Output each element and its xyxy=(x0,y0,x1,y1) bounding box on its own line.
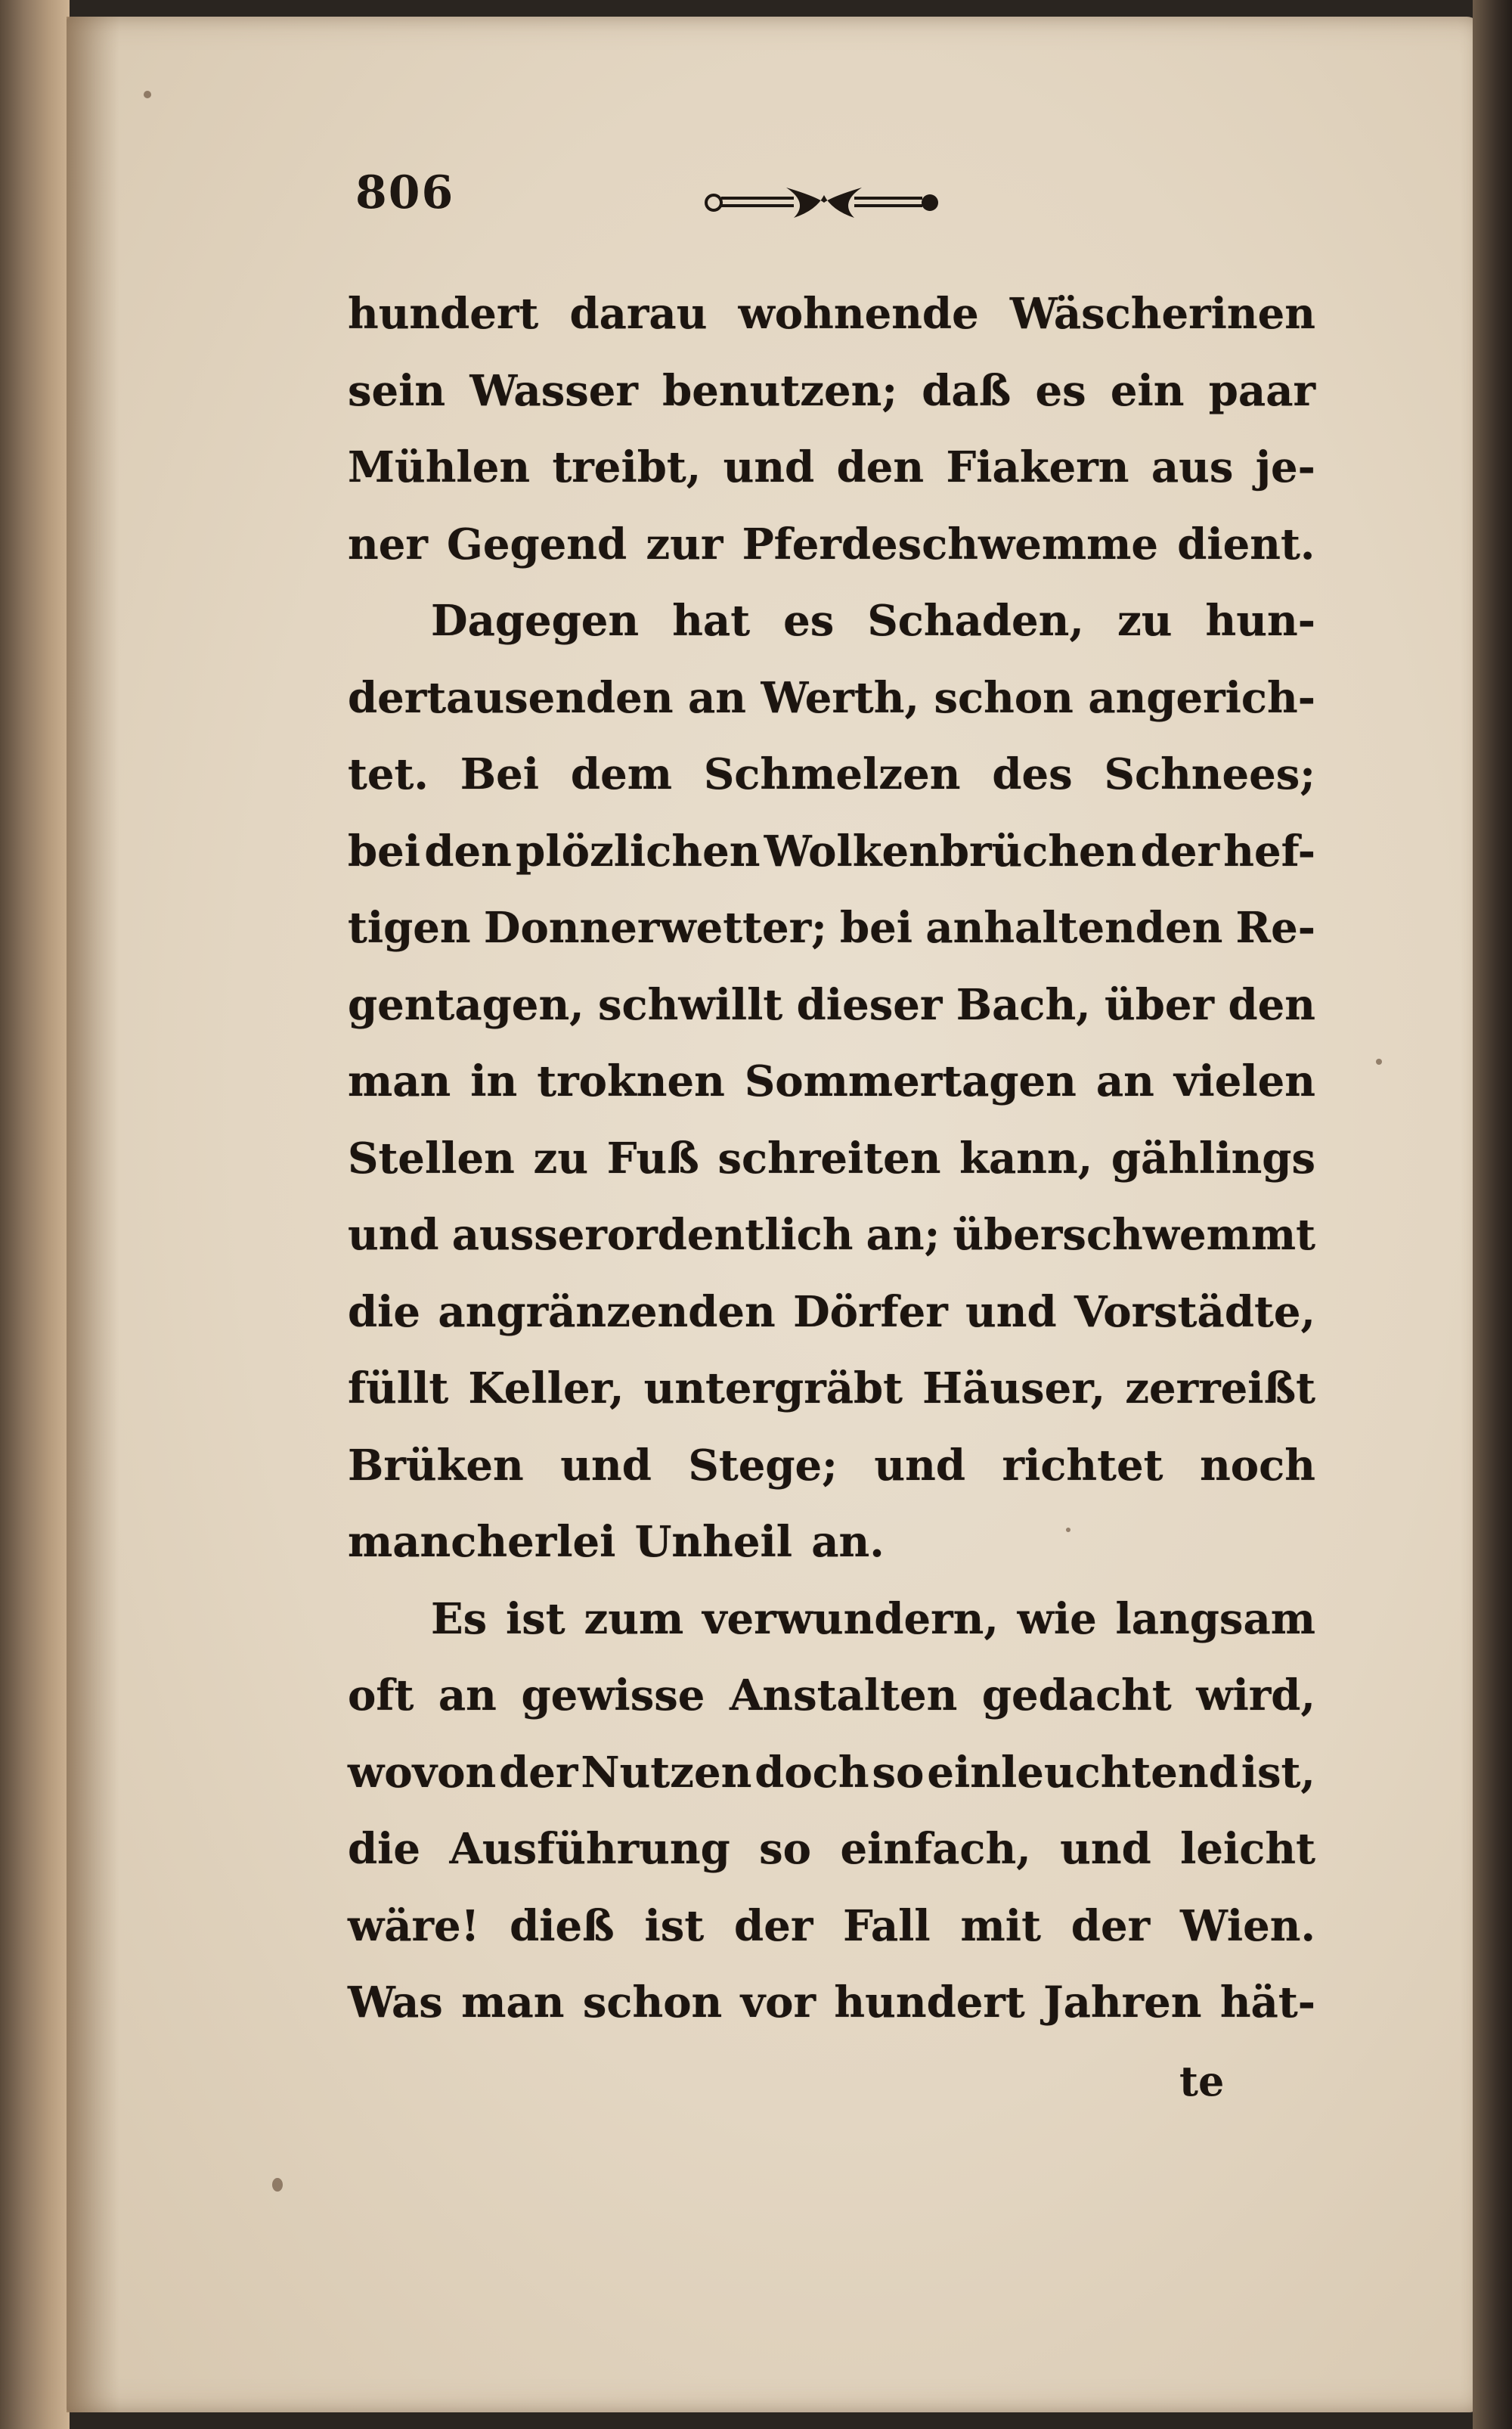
word: Sommertagen xyxy=(744,1056,1077,1106)
word: an xyxy=(438,1671,497,1720)
catchword: te xyxy=(1179,2057,1225,2105)
page-gutter-shadow xyxy=(67,17,119,2412)
text-line xyxy=(348,660,1315,737)
word: mancherlei xyxy=(348,1517,616,1567)
word: hef- xyxy=(1223,826,1315,876)
word: Wien. xyxy=(1179,1900,1315,1951)
word: aus xyxy=(1151,442,1234,492)
word: anhaltenden xyxy=(925,903,1223,953)
word: dem xyxy=(570,749,672,799)
word: ist xyxy=(506,1593,565,1644)
word: Jahren xyxy=(1043,1978,1202,2027)
text-line xyxy=(348,1888,1315,1965)
text-line xyxy=(348,353,1315,430)
word: ist, xyxy=(1241,1747,1315,1798)
word: Fuß xyxy=(606,1133,699,1183)
word: noch xyxy=(1200,1440,1315,1491)
word: vielen xyxy=(1173,1056,1315,1106)
word: wird, xyxy=(1196,1671,1315,1720)
word: und xyxy=(348,1210,439,1260)
word: bei xyxy=(840,903,913,953)
word: Gegend xyxy=(447,519,627,569)
word: Bach, xyxy=(956,979,1091,1030)
page-right-edge-shadow xyxy=(1473,0,1512,2429)
text-line xyxy=(348,1581,1315,1658)
word: es xyxy=(1035,365,1086,416)
word: plözlichen xyxy=(516,826,761,876)
word: gedacht xyxy=(981,1671,1172,1720)
word: je- xyxy=(1255,442,1315,492)
word: einfach, xyxy=(840,1824,1031,1874)
word: zu xyxy=(1117,596,1173,646)
word: die xyxy=(348,1824,421,1874)
word: so xyxy=(759,1824,812,1874)
word: ner xyxy=(348,519,428,569)
word: schwillt xyxy=(598,979,783,1030)
word: gählings xyxy=(1111,1133,1315,1183)
word: Bei xyxy=(460,749,539,799)
text-line xyxy=(348,583,1315,660)
word: Dörfer xyxy=(793,1286,948,1337)
word: dient. xyxy=(1177,519,1315,569)
text-line xyxy=(348,1811,1315,1888)
word: zur xyxy=(646,519,723,569)
word: doch xyxy=(754,1747,869,1798)
word: verwundern, xyxy=(702,1593,999,1644)
word: an xyxy=(688,672,746,723)
text-line xyxy=(348,1274,1315,1351)
word: mit xyxy=(960,1900,1041,1951)
word: Dagegen xyxy=(431,596,640,646)
word: Re- xyxy=(1235,903,1315,953)
word: Schnees; xyxy=(1104,749,1315,799)
text-line xyxy=(348,1197,1315,1274)
word: in xyxy=(470,1056,518,1106)
word: zu xyxy=(533,1133,589,1183)
word: Was xyxy=(348,1978,443,2027)
word: paar xyxy=(1208,365,1315,416)
word: dertausenden xyxy=(348,672,674,723)
word: oft xyxy=(348,1671,414,1720)
word: der xyxy=(1070,1900,1151,1951)
word: und xyxy=(560,1440,652,1491)
word: Mühlen xyxy=(348,442,531,492)
word: Brüken xyxy=(348,1440,524,1491)
word: Vorstädte, xyxy=(1074,1286,1315,1337)
paper-speck xyxy=(272,2178,283,2192)
word: tigen xyxy=(348,903,471,953)
word: untergräbt xyxy=(643,1363,903,1413)
text-line xyxy=(348,430,1315,507)
word: Wäscherinen xyxy=(1009,289,1315,339)
word: schon xyxy=(934,672,1074,723)
word: Pferdeschwemme xyxy=(742,519,1158,569)
word: gentagen, xyxy=(348,979,584,1030)
word: vor xyxy=(740,1978,816,2027)
word: hundert xyxy=(834,1978,1025,2027)
word: füllt xyxy=(348,1363,449,1413)
word: dieß xyxy=(510,1900,615,1951)
word: schon xyxy=(582,1978,723,2027)
word: man xyxy=(348,1056,451,1106)
book-fore-edge xyxy=(0,0,70,2429)
word: Stege; xyxy=(688,1440,838,1491)
text-line xyxy=(348,1504,1315,1581)
word: zum xyxy=(584,1593,684,1644)
word: an; xyxy=(866,1210,940,1260)
word: daß xyxy=(922,365,1012,416)
text-line xyxy=(348,1121,1315,1198)
word: Unheil xyxy=(634,1517,793,1567)
text-line xyxy=(348,737,1315,814)
word: hun- xyxy=(1205,596,1315,646)
word: schreiten xyxy=(717,1133,941,1183)
word: den xyxy=(836,442,925,492)
word: und xyxy=(965,1286,1057,1337)
word: der xyxy=(1140,826,1219,876)
word: wie xyxy=(1017,1593,1097,1644)
word: Schmelzen xyxy=(703,749,961,799)
text-line xyxy=(348,1965,1315,2042)
word: Fall xyxy=(843,1900,931,1951)
word: einleuchtend xyxy=(927,1747,1238,1798)
word: so xyxy=(872,1747,925,1798)
text-line xyxy=(348,1428,1315,1505)
text-line xyxy=(348,1658,1315,1735)
word: dieser xyxy=(796,979,943,1030)
paper-speck xyxy=(1376,1059,1382,1065)
word: und xyxy=(1060,1824,1151,1874)
word: Donnerwetter; xyxy=(483,903,827,953)
word: Häuser, xyxy=(922,1363,1106,1413)
word: hät- xyxy=(1219,1978,1315,2027)
word: treibt, xyxy=(552,442,702,492)
word: angränzenden xyxy=(438,1286,776,1337)
word: Stellen xyxy=(348,1133,515,1183)
word: Wolkenbrüchen xyxy=(764,826,1137,876)
word: der xyxy=(499,1747,578,1798)
word: gewisse xyxy=(521,1671,705,1720)
word: hundert xyxy=(348,289,539,339)
word: an. xyxy=(811,1517,885,1567)
word: man xyxy=(461,1978,565,2027)
text-line xyxy=(348,1044,1315,1121)
word: tet. xyxy=(348,749,429,799)
word: ausserordentlich xyxy=(451,1210,854,1260)
word: überschwemmt xyxy=(953,1210,1315,1260)
word: hat xyxy=(672,596,751,646)
word: die xyxy=(348,1286,421,1337)
word: über xyxy=(1105,979,1215,1030)
word: benutzen; xyxy=(662,365,898,416)
word: und xyxy=(874,1440,965,1491)
paper-speck xyxy=(144,91,151,98)
text-line xyxy=(348,814,1315,891)
word: wovon xyxy=(348,1747,497,1798)
text-line xyxy=(348,507,1315,584)
word: langsam xyxy=(1115,1593,1315,1644)
word: Es xyxy=(431,1593,488,1644)
word: sein xyxy=(348,365,446,416)
word: Keller, xyxy=(468,1363,624,1413)
word: bei xyxy=(348,826,421,876)
word: ein xyxy=(1110,365,1185,416)
word: den xyxy=(424,826,512,876)
text-line xyxy=(348,1735,1315,1812)
word: den xyxy=(1228,979,1315,1030)
word: darau xyxy=(569,289,708,339)
body-text xyxy=(348,276,1315,2042)
word: leicht xyxy=(1180,1824,1315,1874)
text-line xyxy=(348,967,1315,1044)
header-ornament-icon xyxy=(703,180,945,225)
word: Schaden, xyxy=(867,596,1084,646)
word: wäre! xyxy=(348,1900,480,1951)
word: und xyxy=(723,442,815,492)
page-number: 806 xyxy=(355,166,455,219)
text-line xyxy=(348,276,1315,353)
word: Nutzen xyxy=(581,1747,752,1798)
word: wohnende xyxy=(738,289,979,339)
word: an xyxy=(1095,1056,1154,1106)
word: es xyxy=(783,596,835,646)
word: Anstalten xyxy=(729,1671,958,1720)
word: Ausführung xyxy=(449,1824,730,1874)
word: Werth, xyxy=(761,672,920,723)
word: des xyxy=(992,749,1073,799)
word: richtet xyxy=(1002,1440,1163,1491)
word: kann, xyxy=(959,1133,1093,1183)
word: troknen xyxy=(537,1056,725,1106)
word: zerreißt xyxy=(1125,1363,1315,1413)
word: ist xyxy=(644,1900,705,1951)
text-line xyxy=(348,1351,1315,1428)
word: angerich- xyxy=(1088,672,1315,723)
word: der xyxy=(734,1900,813,1951)
word: Fiakern xyxy=(946,442,1129,492)
text-line xyxy=(348,890,1315,967)
running-header xyxy=(355,166,1338,234)
word: Wasser xyxy=(469,365,638,416)
